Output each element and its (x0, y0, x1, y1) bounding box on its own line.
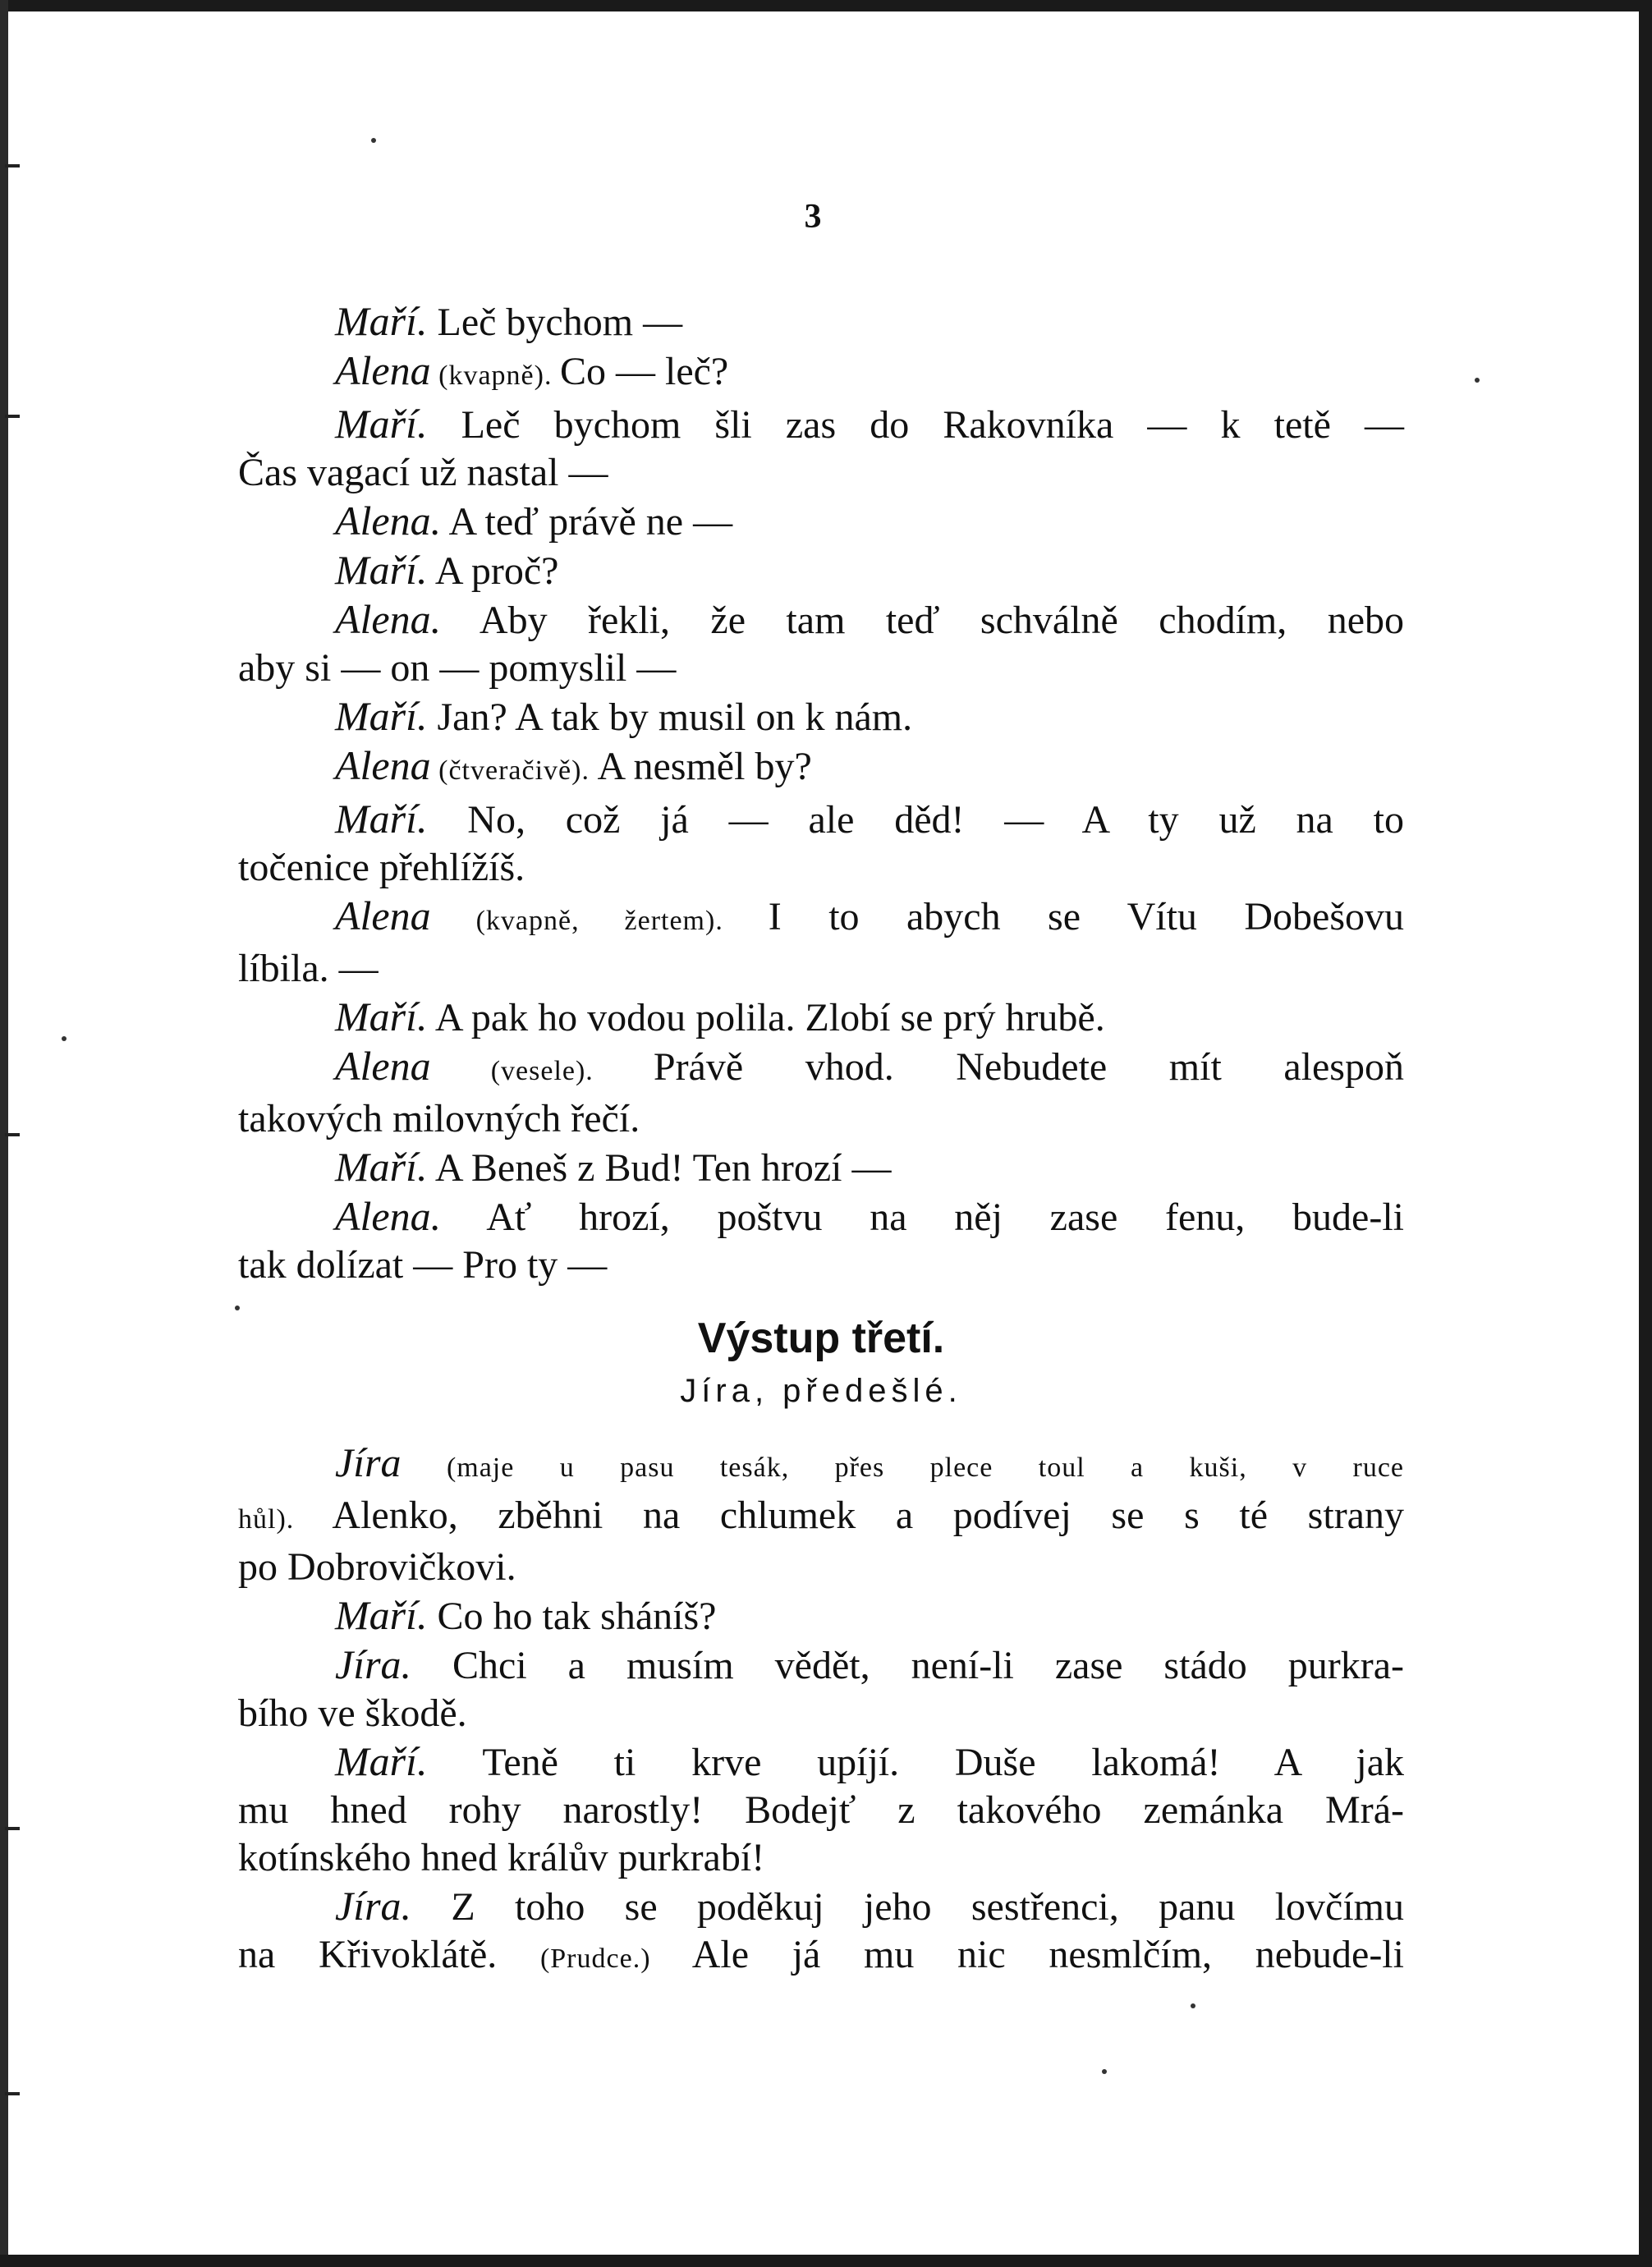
dialogue-line (238, 1439, 1404, 1492)
speech-text: No, což já — ale děd! — A ty už na to (427, 798, 1404, 842)
speaker-name: Maří. (335, 1738, 428, 1784)
dialogue-line (238, 1042, 1404, 1095)
stage-direction: (čtveračivě). (430, 755, 598, 786)
dialogue-line (238, 297, 1404, 346)
binding-mark (5, 164, 20, 168)
binding-mark (5, 415, 20, 418)
speech-text: Z toho se poděkuj jeho sestřenci, panu lovčímu (411, 1885, 1404, 1929)
dialogue-continuation: takových milovných řečí. (238, 1097, 640, 1140)
speech-text: Leč bychom šli zas do Rakovníka — k tetě — (427, 403, 1404, 447)
speech-text: A teď právě ne — (441, 500, 733, 544)
dialogue-line (238, 741, 1404, 795)
dialogue-continuation (238, 1492, 1404, 1544)
speaker-name: Maří. (335, 1144, 428, 1190)
dialogue-line (238, 400, 1404, 449)
speech-text: Právě vhod. Nebudete mít alespoň (653, 1045, 1404, 1089)
speaker-name: Maří. (335, 547, 428, 593)
dialogue-line (238, 1882, 1404, 1931)
dialogue-line (238, 346, 1404, 400)
speaker-name: Maří. (335, 1592, 428, 1638)
scan-border-right (1639, 0, 1652, 2267)
dialogue-continuation: Čas vagací už nastal — (238, 451, 608, 494)
binding-mark (5, 1827, 20, 1830)
scan-speck (62, 1036, 67, 1041)
speaker-name: Alena (335, 1043, 431, 1089)
dialogue-continuation: kotínského hned králův purkrabí! (238, 1836, 765, 1879)
speech-text: Teně ti krve upíjí. Duše lakomá! A jak (427, 1741, 1404, 1784)
speaker-name: Alena (335, 742, 431, 788)
stage-direction: (kvapně). (430, 360, 560, 391)
speaker-name: Alena (335, 893, 431, 938)
scene-title: Výstup třetí. (697, 1315, 945, 1362)
dialogue-line (238, 892, 1404, 945)
speech-text: A proč? (427, 549, 559, 593)
speech-text: A Beneš z Bud! Ten hrozí — (427, 1146, 892, 1190)
stage-direction: (maje u pasu tesák, přes plece toul a kuši, v ruce (401, 1452, 1404, 1483)
binding-mark (5, 2092, 20, 2095)
dialogue-block-b (238, 1439, 1404, 1983)
dialogue-line (238, 546, 1404, 595)
speaker-name: Maří. (335, 994, 428, 1039)
speech-text: Leč bychom — (427, 301, 683, 344)
dialogue-line (238, 692, 1404, 741)
speech-text: Ale já mu nic nesmlčím, nebude-li (691, 1933, 1404, 1976)
dialogue-continuation: tak dolízat — Pro ty — (238, 1243, 608, 1287)
speaker-name: Alena. (335, 498, 442, 544)
stage-direction: (kvapně, žertem). (430, 906, 769, 936)
scan-speck (235, 1306, 240, 1310)
dialogue-continuation: aby si — on — pomyslil — (238, 646, 677, 690)
speech-text: I to abych se Vítu Dobešovu (768, 895, 1404, 938)
speaker-name: Alena (335, 347, 431, 393)
dialogue-continuation: točenice přehlížíš. (238, 846, 525, 889)
speech-text: Chci a musím vědět, není-li zase stádo purkra- (411, 1644, 1404, 1687)
speech-text: Co ho tak sháníš? (427, 1595, 717, 1638)
speech-text: Ať hrozí, poštvu na něj zase fenu, bude-li (441, 1195, 1404, 1239)
speaker-name: Maří. (335, 298, 428, 344)
dialogue-continuation: mu hned rohy narostly! Bodejť z takového zemánka Mrá- (238, 1788, 1404, 1832)
dialogue-line (238, 1143, 1404, 1192)
speech-text: A pak ho vodou polila. Zlobí se prý hrubě. (427, 996, 1105, 1039)
speech-text: Aby řekli, že tam teď schválně chodím, nebo (441, 599, 1404, 642)
scan-border-top (0, 0, 1652, 11)
binding-mark (5, 1133, 20, 1136)
speaker-name: Maří. (335, 796, 428, 842)
speaker-name: Jíra. (335, 1641, 412, 1687)
stage-direction: hůl). (238, 1504, 333, 1535)
dialogue-block-a (238, 297, 1404, 1289)
dialogue-line (238, 993, 1404, 1042)
scan-speck (371, 138, 376, 143)
speech-text: na Křivoklátě. (238, 1933, 540, 1976)
speaker-name: Maří. (335, 693, 428, 739)
scan-speck (1102, 2069, 1107, 2074)
stage-direction: (vesele). (430, 1056, 654, 1086)
speech-text: A nesměl by? (597, 745, 812, 788)
stage-direction: (Prudce.) (539, 1943, 692, 1974)
dialogue-continuation: po Dobrovičkovi. (238, 1545, 516, 1589)
dialogue-line (238, 1192, 1404, 1241)
page-number: 3 (804, 198, 822, 236)
speaker-name: Jíra. (335, 1883, 412, 1929)
speaker-name: Alena. (335, 596, 442, 642)
dialogue-line (238, 795, 1404, 844)
dialogue-line (238, 1737, 1404, 1787)
dialogue-continuation: bího ve škodě. (238, 1691, 467, 1735)
dialogue-line (238, 1591, 1404, 1641)
scan-speck (1475, 378, 1480, 383)
dialogue-line (238, 497, 1404, 546)
dialogue-continuation (238, 1931, 1404, 1983)
speaker-name: Alena. (335, 1193, 442, 1239)
dialogue-continuation: líbila. — (238, 947, 379, 990)
speech-text: Jan? A tak by musil on k nám. (427, 695, 913, 739)
speaker-name: Maří. (335, 401, 428, 447)
scan-speck (1191, 2003, 1195, 2008)
dialogue-line (238, 595, 1404, 645)
speech-text: Alenko, zběhni na chlumek a podívej se s té strany (332, 1494, 1404, 1537)
scan-border-bottom (0, 2255, 1652, 2267)
speech-text: Co — leč? (559, 350, 729, 393)
speaker-name: Jíra (335, 1439, 402, 1485)
dialogue-line (238, 1641, 1404, 1690)
scene-persons: Jíra, předešlé. (680, 1373, 962, 1409)
